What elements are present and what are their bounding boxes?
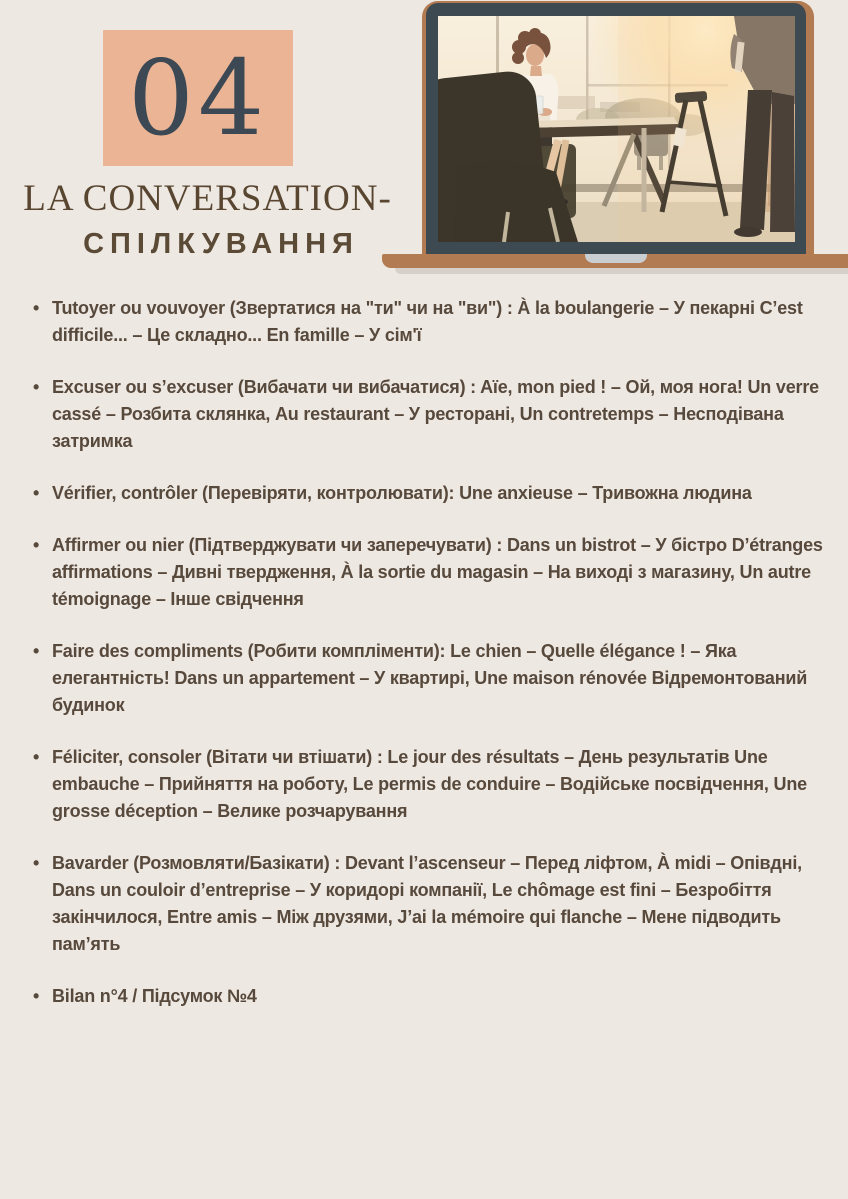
list-item <box>33 532 833 613</box>
list-item-text: Bavarder (Розмовляти/Базікати) : Devant l’ascenseur – Перед ліфтом, À midi – Опівдні, Dans un couloir d’entreprise – У коридорі компанії, Le chômage est fini – Безробіття закінчилося, Entre amis – Між друзями, J’ai la mémoire qui flanche – Мене підводить пам’ять <box>52 853 802 954</box>
list-item <box>33 744 833 825</box>
list-item-text: Vérifier, contrôler (Перевіряти, контролювати): Une anxieuse – Тривожна людина <box>52 483 752 503</box>
bullet-icon: • <box>33 298 40 318</box>
bullet-icon: • <box>33 535 40 555</box>
bullet-icon: • <box>33 747 40 767</box>
page-title-ukrainian: СПІЛКУВАННЯ <box>83 228 359 260</box>
bullet-icon: • <box>33 986 40 1006</box>
topics-list <box>33 295 833 1035</box>
list-item-text: Tutoyer ou vouvoyer (Звертатися на "ти" чи на "ви") : À la boulangerie – У пекарні C’est difficile... – Це складно... En famille – У сім'ї <box>52 298 803 345</box>
list-item <box>33 983 833 1010</box>
bullet-icon: • <box>33 853 40 873</box>
list-item <box>33 374 833 455</box>
chapter-number-box <box>103 30 293 166</box>
bullet-icon: • <box>33 641 40 661</box>
list-item-text: Faire des compliments (Робити компліменти): Le chien – Quelle élégance ! – Яка елегантність! Dans un appartement – У квартирі, Une maison rénovée Відремонтований будинок <box>52 641 808 715</box>
laptop-shadow <box>395 268 848 274</box>
bullet-icon: • <box>33 483 40 503</box>
list-item <box>33 480 833 507</box>
laptop-notch <box>585 254 647 263</box>
list-item <box>33 638 833 719</box>
list-item-text: Féliciter, consoler (Вітати чи втішати) : Le jour des résultats – День результатів Une embauche – Прийняття на роботу, Le permis de conduire – Водійське посвідчення, Une grosse déception – Велике розчарування <box>52 747 807 821</box>
list-item-text: Excuser ou s’excuser (Вибачати чи вибачатися) : Aïe, mon pied ! – Ой, моя нога! Un verre cassé – Розбита склянка, Au restaurant – У ресторані, Un contretemps – Несподівана затримка <box>52 377 819 451</box>
laptop-photo-meeting-scene <box>438 16 795 242</box>
list-item <box>33 295 833 349</box>
laptop-screen <box>426 3 806 254</box>
list-item-text: Affirmer ou nier (Підтверджувати чи заперечувати) : Dans un bistrot – У бістро D’étranges affirmations – Дивні твердження, À la sortie du magasin – На виході з магазину, Un autre témoignage – Інше свідчення <box>52 535 823 609</box>
chapter-number: 04 <box>127 37 269 159</box>
bullet-icon: • <box>33 377 40 397</box>
list-item <box>33 850 833 958</box>
page-title-french: LA CONVERSATION- <box>23 178 392 219</box>
list-item-text: Bilan n°4 / Підсумок №4 <box>52 986 257 1006</box>
